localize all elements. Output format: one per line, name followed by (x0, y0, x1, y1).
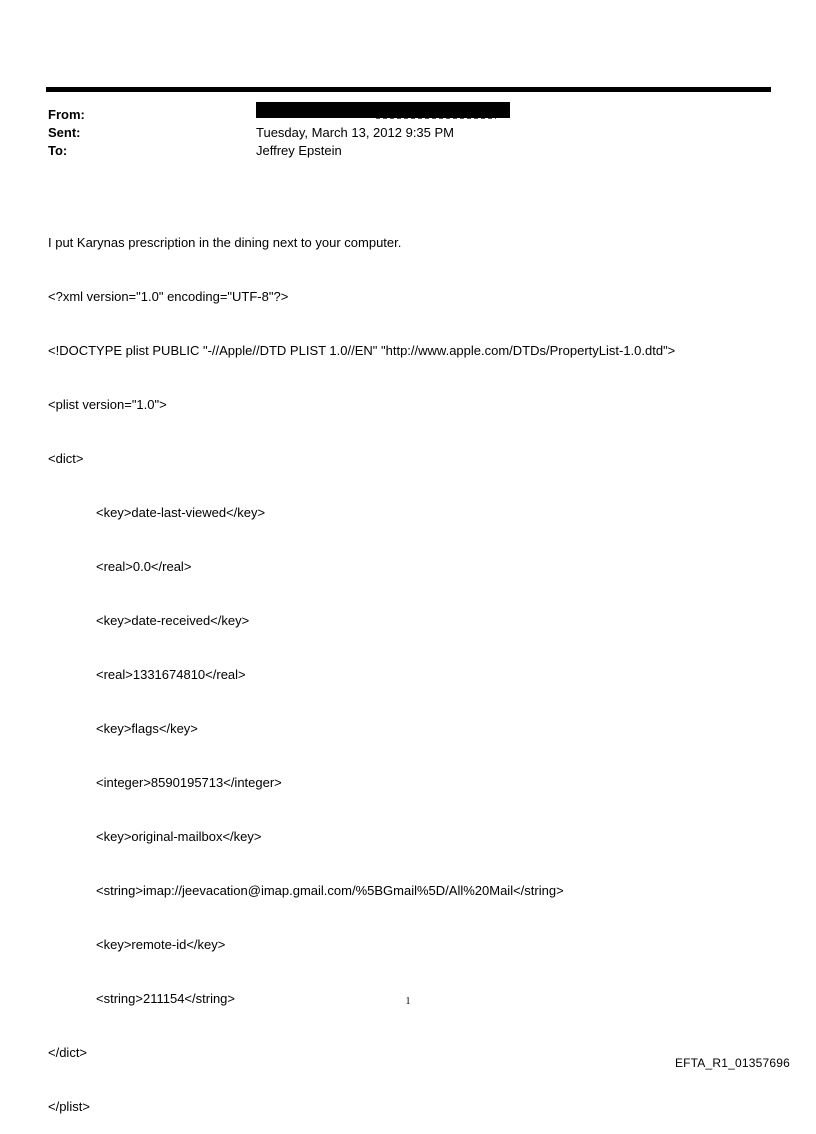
xml-line: <real>0.0</real> (96, 559, 192, 574)
to-row (48, 142, 748, 160)
xml-line: <real>1331674810</real> (96, 667, 246, 682)
xml-line: <key>remote-id</key> (96, 937, 226, 952)
to-value: Jeffrey Epstein (256, 143, 342, 158)
from-label: From: (48, 107, 85, 122)
email-body (48, 198, 788, 1134)
sent-label: Sent: (48, 125, 81, 140)
header-rule (46, 87, 771, 92)
message-text: I put Karynas prescription in the dining next to your computer. (48, 235, 402, 250)
sent-value: Tuesday, March 13, 2012 9:35 PM (256, 125, 454, 140)
xml-line: <!DOCTYPE plist PUBLIC "-//Apple//DTD PLIST 1.0//EN" "http://www.apple.com/DTDs/PropertyList-1.0.dtd"> (48, 343, 676, 358)
xml-line: </plist> (48, 1099, 90, 1114)
xml-line: <key>original-mailbox</key> (96, 829, 262, 844)
xml-line: <key>flags</key> (96, 721, 198, 736)
sent-row (48, 124, 748, 142)
xml-line: <key>date-received</key> (96, 613, 250, 628)
xml-line: <integer>8590195713</integer> (96, 775, 282, 790)
xml-line: <string>211154</string> (96, 991, 236, 1006)
to-label: To: (48, 143, 68, 158)
xml-line: <dict> (48, 451, 84, 466)
xml-line: <?xml version="1.0" encoding="UTF-8"?> (48, 289, 289, 304)
redaction-residue (376, 117, 496, 121)
xml-line: <string>imap://jeevacation@imap.gmail.com/%5BGmail%5D/All%20Mail</string> (96, 883, 564, 898)
redaction-block (256, 102, 510, 118)
bates-number: EFTA_R1_01357696 (674, 1056, 790, 1070)
xml-line: <key>date-last-viewed</key> (96, 505, 266, 520)
page-number: 1 (405, 996, 411, 1007)
xml-line: <plist version="1.0"> (48, 397, 167, 412)
xml-line: </dict> (48, 1045, 88, 1060)
